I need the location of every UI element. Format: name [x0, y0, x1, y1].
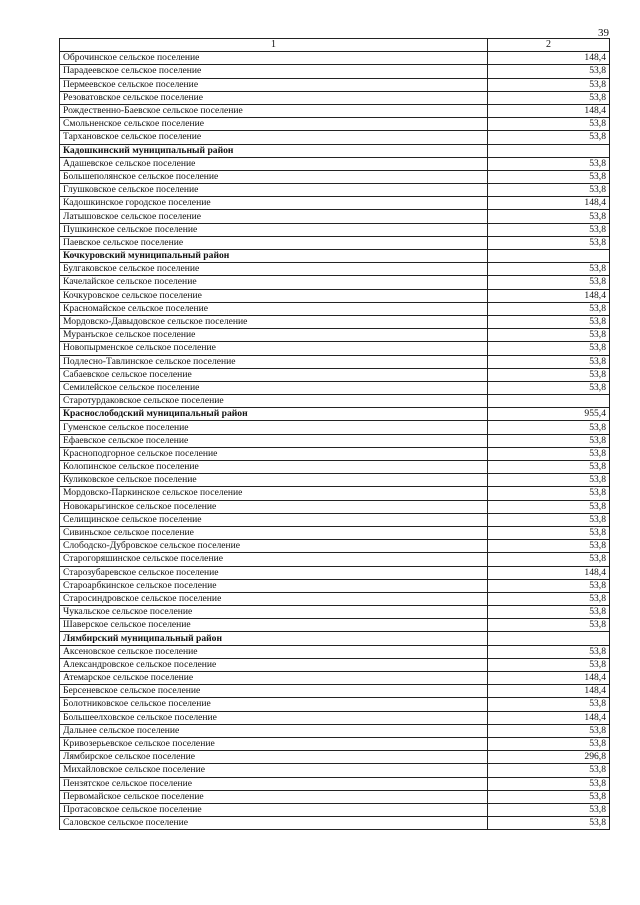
amount-value: 53,8 [488, 513, 610, 526]
table-row [60, 368, 610, 381]
amount-value: 53,8 [488, 526, 610, 539]
table-row [60, 434, 610, 447]
settlement-name: Семилейское сельское поселение [60, 381, 488, 394]
amount-value: 296,8 [488, 751, 610, 764]
settlement-name: Адашевское сельское поселение [60, 157, 488, 170]
settlement-name: Мордовско-Паркинское сельское поселение [60, 487, 488, 500]
amount-value: 53,8 [488, 157, 610, 170]
settlement-name: Новокарьгинское сельское поселение [60, 500, 488, 513]
settlement-name: Слободско-Дубровское сельское поселение [60, 540, 488, 553]
amount-value: 53,8 [488, 170, 610, 183]
settlement-name: Чукальское сельское поселение [60, 606, 488, 619]
settlement-name: Большеполянское сельское поселение [60, 170, 488, 183]
amount-value: 53,8 [488, 302, 610, 315]
amount-value: 53,8 [488, 553, 610, 566]
amount-value: 53,8 [488, 131, 610, 144]
amount-value: 53,8 [488, 698, 610, 711]
table-row [60, 658, 610, 671]
settlement-name: Старозубаревское сельское поселение [60, 566, 488, 579]
table-row [60, 711, 610, 724]
table-row [60, 751, 610, 764]
amount-value: 53,8 [488, 210, 610, 223]
amount-value: 148,4 [488, 685, 610, 698]
district-row [60, 632, 610, 645]
settlement-name: Смольненское сельское поселение [60, 118, 488, 131]
table-row [60, 91, 610, 104]
settlement-name: Протасовское сельское поселение [60, 803, 488, 816]
amount-value: 53,8 [488, 579, 610, 592]
amount-value: 148,4 [488, 672, 610, 685]
table-row [60, 184, 610, 197]
settlement-name: Гуменское сельское поселение [60, 421, 488, 434]
settlement-name: Александровское сельское поселение [60, 658, 488, 671]
table-row [60, 487, 610, 500]
table-row [60, 342, 610, 355]
table-row [60, 302, 610, 315]
amount-value: 53,8 [488, 461, 610, 474]
table-row [60, 619, 610, 632]
amount-value: 148,4 [488, 711, 610, 724]
amount-value: 53,8 [488, 276, 610, 289]
settlement-name: Кадошкинское городское поселение [60, 197, 488, 210]
settlement-name: Сабаевское сельское поселение [60, 368, 488, 381]
table-row [60, 698, 610, 711]
amount-value: 53,8 [488, 91, 610, 104]
district-name: Краснослободский муниципальный район [60, 408, 488, 421]
table-row [60, 329, 610, 342]
settlement-name: Куликовское сельское поселение [60, 474, 488, 487]
table-row [60, 78, 610, 91]
table-row [60, 737, 610, 750]
data-table [59, 38, 610, 830]
table-row [60, 236, 610, 249]
district-name: Кочкуровский муниципальный район [60, 250, 488, 263]
amount-value: 53,8 [488, 421, 610, 434]
settlement-name: Сивиньское сельское поселение [60, 526, 488, 539]
table-row [60, 724, 610, 737]
amount-value [488, 632, 610, 645]
amount-value: 53,8 [488, 803, 610, 816]
settlement-name: Красномайское сельское поселение [60, 302, 488, 315]
settlement-name: Красноподгорное сельское поселение [60, 447, 488, 460]
table-row [60, 170, 610, 183]
table-row [60, 197, 610, 210]
amount-value: 53,8 [488, 434, 610, 447]
amount-value [488, 250, 610, 263]
amount-value: 53,8 [488, 592, 610, 605]
settlement-name: Старогоряшинское сельское поселение [60, 553, 488, 566]
table-row [60, 315, 610, 328]
settlement-name: Большеелховское сельское поселение [60, 711, 488, 724]
amount-value: 53,8 [488, 65, 610, 78]
settlement-name: Тархановское сельское поселение [60, 131, 488, 144]
settlement-name: Новопырменское сельское поселение [60, 342, 488, 355]
table-row [60, 500, 610, 513]
settlement-name: Берсеневское сельское поселение [60, 685, 488, 698]
amount-value: 148,4 [488, 197, 610, 210]
amount-value: 53,8 [488, 78, 610, 91]
amount-value: 53,8 [488, 817, 610, 830]
settlement-name: Старосиндровское сельское поселение [60, 592, 488, 605]
amount-value: 148,4 [488, 52, 610, 65]
settlement-name: Шаверское сельское поселение [60, 619, 488, 632]
amount-value: 148,4 [488, 289, 610, 302]
district-row [60, 144, 610, 157]
settlement-name: Пермеевское сельское поселение [60, 78, 488, 91]
table-row [60, 131, 610, 144]
table-row [60, 764, 610, 777]
amount-value: 53,8 [488, 474, 610, 487]
header-row [60, 39, 610, 52]
amount-value: 955,4 [488, 408, 610, 421]
amount-value: 53,8 [488, 381, 610, 394]
settlement-name: Михайловское сельское поселение [60, 764, 488, 777]
settlement-name: Пушкинское сельское поселение [60, 223, 488, 236]
amount-value: 148,4 [488, 104, 610, 117]
column-header-2: 2 [488, 39, 610, 52]
table-row [60, 461, 610, 474]
amount-value: 53,8 [488, 777, 610, 790]
amount-value: 53,8 [488, 329, 610, 342]
settlement-name: Селищинское сельское поселение [60, 513, 488, 526]
settlement-name: Староарбкинское сельское поселение [60, 579, 488, 592]
settlement-name: Латышовское сельское поселение [60, 210, 488, 223]
amount-value: 53,8 [488, 658, 610, 671]
settlement-name: Болотниковское сельское поселение [60, 698, 488, 711]
settlement-name: Мордовско-Давыдовское сельское поселение [60, 315, 488, 328]
table-row [60, 447, 610, 460]
amount-value: 53,8 [488, 724, 610, 737]
table-row [60, 685, 610, 698]
settlement-name: Старотурдаковское сельское поселение [60, 395, 488, 408]
table-row [60, 263, 610, 276]
settlement-name: Аксеновское сельское поселение [60, 645, 488, 658]
table-row [60, 355, 610, 368]
table-row [60, 540, 610, 553]
table-row [60, 777, 610, 790]
amount-value: 53,8 [488, 315, 610, 328]
settlement-name: Первомайское сельское поселение [60, 790, 488, 803]
amount-value: 53,8 [488, 223, 610, 236]
settlement-name: Оброчинское сельское поселение [60, 52, 488, 65]
settlement-name: Парадеевское сельское поселение [60, 65, 488, 78]
amount-value: 53,8 [488, 619, 610, 632]
amount-value: 53,8 [488, 487, 610, 500]
settlement-name: Лямбирское сельское поселение [60, 751, 488, 764]
amount-value: 53,8 [488, 236, 610, 249]
amount-value: 53,8 [488, 368, 610, 381]
settlement-name: Рождественно-Баевское сельское поселение [60, 104, 488, 117]
table-row [60, 553, 610, 566]
amount-value: 148,4 [488, 566, 610, 579]
amount-value: 53,8 [488, 118, 610, 131]
table-row [60, 579, 610, 592]
table-row [60, 104, 610, 117]
amount-value: 53,8 [488, 263, 610, 276]
table-row [60, 381, 610, 394]
district-row [60, 408, 610, 421]
amount-value: 53,8 [488, 790, 610, 803]
table-row [60, 289, 610, 302]
settlement-name: Атемарское сельское поселение [60, 672, 488, 685]
table-row [60, 52, 610, 65]
table-row [60, 526, 610, 539]
settlement-name: Паевское сельское поселение [60, 236, 488, 249]
district-name: Кадошкинский муниципальный район [60, 144, 488, 157]
table-row [60, 606, 610, 619]
settlement-name: Саловское сельское поселение [60, 817, 488, 830]
table-row [60, 803, 610, 816]
table-row [60, 474, 610, 487]
table-row [60, 276, 610, 289]
table-row [60, 223, 610, 236]
settlement-name: Дальнее сельское поселение [60, 724, 488, 737]
table-row [60, 817, 610, 830]
table-row [60, 790, 610, 803]
table-row [60, 672, 610, 685]
amount-value: 53,8 [488, 764, 610, 777]
table-row [60, 395, 610, 408]
amount-value: 53,8 [488, 737, 610, 750]
amount-value: 53,8 [488, 645, 610, 658]
table-row [60, 513, 610, 526]
table-row [60, 118, 610, 131]
amount-value: 53,8 [488, 342, 610, 355]
district-name: Лямбирский муниципальный район [60, 632, 488, 645]
settlement-name: Ефаевское сельское поселение [60, 434, 488, 447]
settlement-name: Качелайское сельское поселение [60, 276, 488, 289]
column-header-1: 1 [60, 39, 488, 52]
amount-value: 53,8 [488, 540, 610, 553]
page-number: 39 [598, 27, 609, 39]
amount-value: 53,8 [488, 447, 610, 460]
amount-value: 53,8 [488, 355, 610, 368]
amount-value [488, 144, 610, 157]
table-row [60, 421, 610, 434]
settlement-name: Булгаковское сельское поселение [60, 263, 488, 276]
settlement-name: Кривозерьевское сельское поселение [60, 737, 488, 750]
table-row [60, 566, 610, 579]
amount-value [488, 395, 610, 408]
table-row [60, 157, 610, 170]
table-row [60, 65, 610, 78]
table-row [60, 645, 610, 658]
settlement-name: Кочкуровское сельское поселение [60, 289, 488, 302]
amount-value: 53,8 [488, 500, 610, 513]
settlement-name: Колопинское сельское поселение [60, 461, 488, 474]
settlement-name: Резоватовское сельское поселение [60, 91, 488, 104]
amount-value: 53,8 [488, 606, 610, 619]
settlement-name: Глушковское сельское поселение [60, 184, 488, 197]
settlement-name: Пензятское сельское поселение [60, 777, 488, 790]
district-row [60, 250, 610, 263]
table-body [60, 39, 610, 830]
table-row [60, 592, 610, 605]
table-row [60, 210, 610, 223]
settlement-name: Муранъское сельское поселение [60, 329, 488, 342]
amount-value: 53,8 [488, 184, 610, 197]
settlement-name: Подлесно-Тавлинское сельское поселение [60, 355, 488, 368]
